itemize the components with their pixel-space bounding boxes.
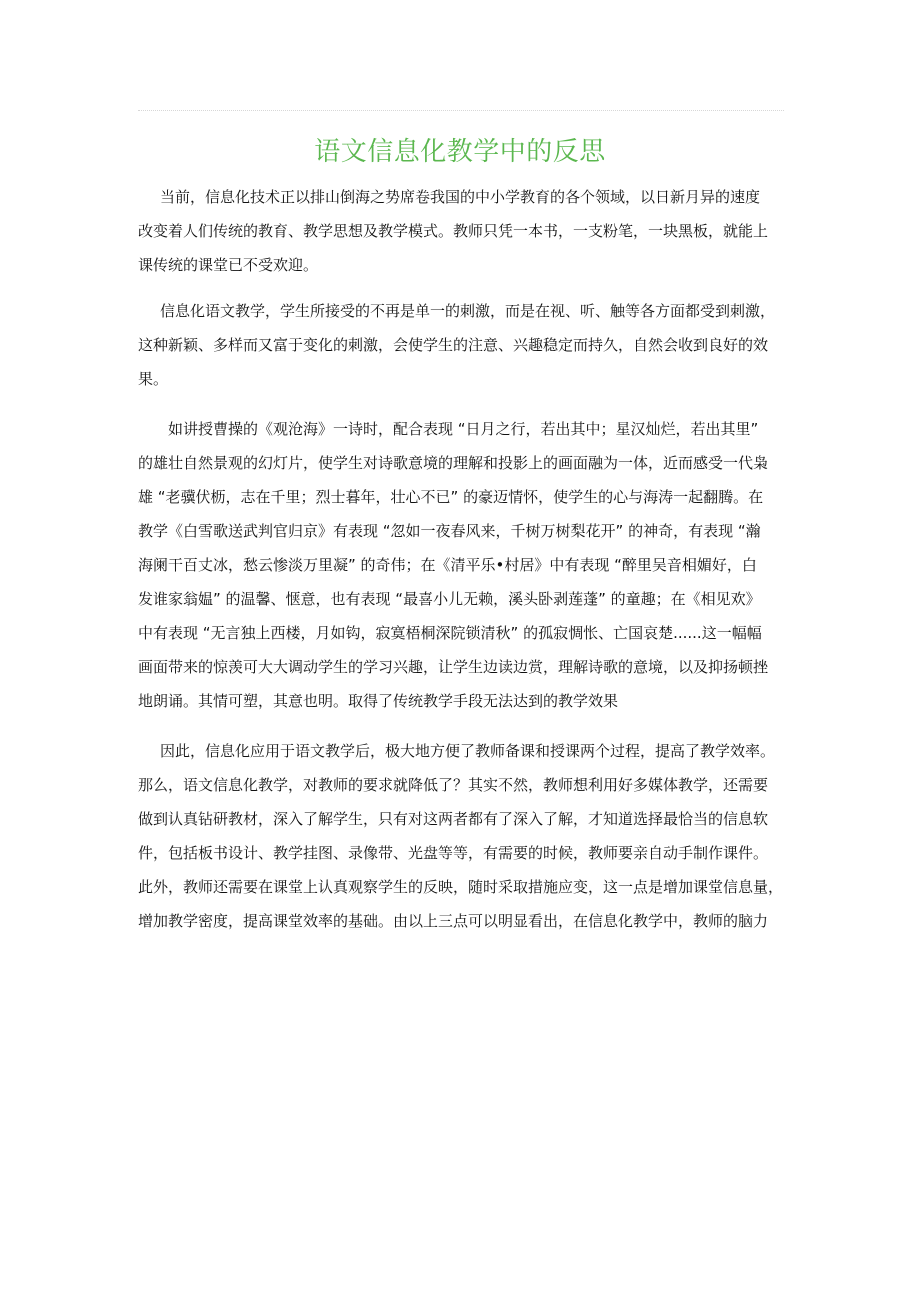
paragraph-2 [138, 294, 788, 396]
paragraph-2-line-3: 果。 [138, 370, 169, 388]
paragraph-1-line-3: 课传统的课堂已不受欢迎。 [138, 256, 319, 274]
document-title: 语文信息化教学中的反思 [314, 137, 606, 167]
paragraph-3-line-4: 教学《白雪歌送武判官归京》有表现 “忽如一夜春风来，千树万树梨花开” 的神奇，有表现 “瀚 [138, 522, 761, 540]
paragraph-4-line-4: 件，包括板书设计、教学挂图、录像带、光盘等等，有需要的时候，教师要亲自动手制作课件。 [138, 844, 769, 862]
paragraph-4-line-2: 那么，语文信息化教学，对教师的要求就降低了？其实不然，教师想利用好多媒体教学，还需要 [138, 776, 769, 794]
top-divider [138, 110, 784, 111]
paragraph-2-line-1: 信息化语文教学，学生所接受的不再是单一的刺激，而是在视、听、触等各方面都受到刺激， [160, 302, 776, 320]
paragraph-3-line-8: 画面带来的惊羡可大大调动学生的学习兴趣，让学生边读边赏，理解诗歌的意境，以及抑扬顿挫 [138, 658, 769, 676]
paragraph-3-line-9: 地朗诵。其情可塑，其意也明。取得了传统教学手段无法达到的教学效果 [138, 692, 619, 710]
paragraph-3-line-7: 中有表现 “无言独上西楼，月如钩，寂寞梧桐深院锁清秋” 的孤寂惆怅、亡国哀楚......这一幅幅 [138, 624, 762, 642]
paragraph-2-line-2: 这种新颖、多样而又富于变化的刺激，会使学生的注意、兴趣稳定而持久，自然会收到良好的效 [138, 336, 769, 354]
document-body [138, 180, 788, 938]
paragraph-4 [138, 734, 788, 938]
paragraph-1-line-2: 改变着人们传统的教育、教学思想及教学模式。教师只凭一本书，一支粉笔，一块黑板，就能上 [138, 222, 769, 240]
paragraph-1-line-1: 当前，信息化技术正以排山倒海之势席卷我国的中小学教育的各个领域，以日新月异的速度 [160, 188, 761, 206]
paragraph-3-line-5: 海阑干百丈冰，愁云惨淡万里凝” 的奇伟；在《清平乐•村居》中有表现 “醉里吴音相媚好，白 [138, 556, 757, 574]
paragraph-4-line-5: 此外，教师还需要在课堂上认真观察学生的反映，随时采取措施应变，这一点是增加课堂信息量， [138, 878, 784, 896]
paragraph-3 [138, 412, 788, 718]
paragraph-3-line-1: 如讲授曹操的《观沧海》一诗时，配合表现 “日月之行，若出其中；星汉灿烂，若出其里” [168, 420, 759, 438]
paragraph-1 [138, 180, 788, 282]
paragraph-4-line-3: 做到认真钻研教材，深入了解学生，只有对这两者都有了深入了解，才知道选择最恰当的信息软 [138, 810, 769, 828]
paragraph-4-line-6: 增加教学密度，提高课堂效率的基础。由以上三点可以明显看出，在信息化教学中，教师的脑力 [138, 912, 769, 930]
paragraph-4-line-1: 因此，信息化应用于语文教学后，极大地方便了教师备课和授课两个过程，提高了教学效率。 [160, 742, 776, 760]
paragraph-3-line-3: 雄 “老骥伏枥，志在千里；烈士暮年，壮心不已” 的豪迈情怀，使学生的心与海涛一起翻腾。在 [138, 488, 764, 506]
paragraph-3-line-6: 发谁家翁媪” 的温馨、惬意，也有表现 “最喜小儿无赖，溪头卧剥莲蓬” 的童趣；在《相见欢》 [138, 590, 761, 608]
paragraph-3-line-2: 的雄壮自然景观的幻灯片，使学生对诗歌意境的理解和投影上的画面融为一体，近而感受一代枭 [138, 454, 769, 472]
